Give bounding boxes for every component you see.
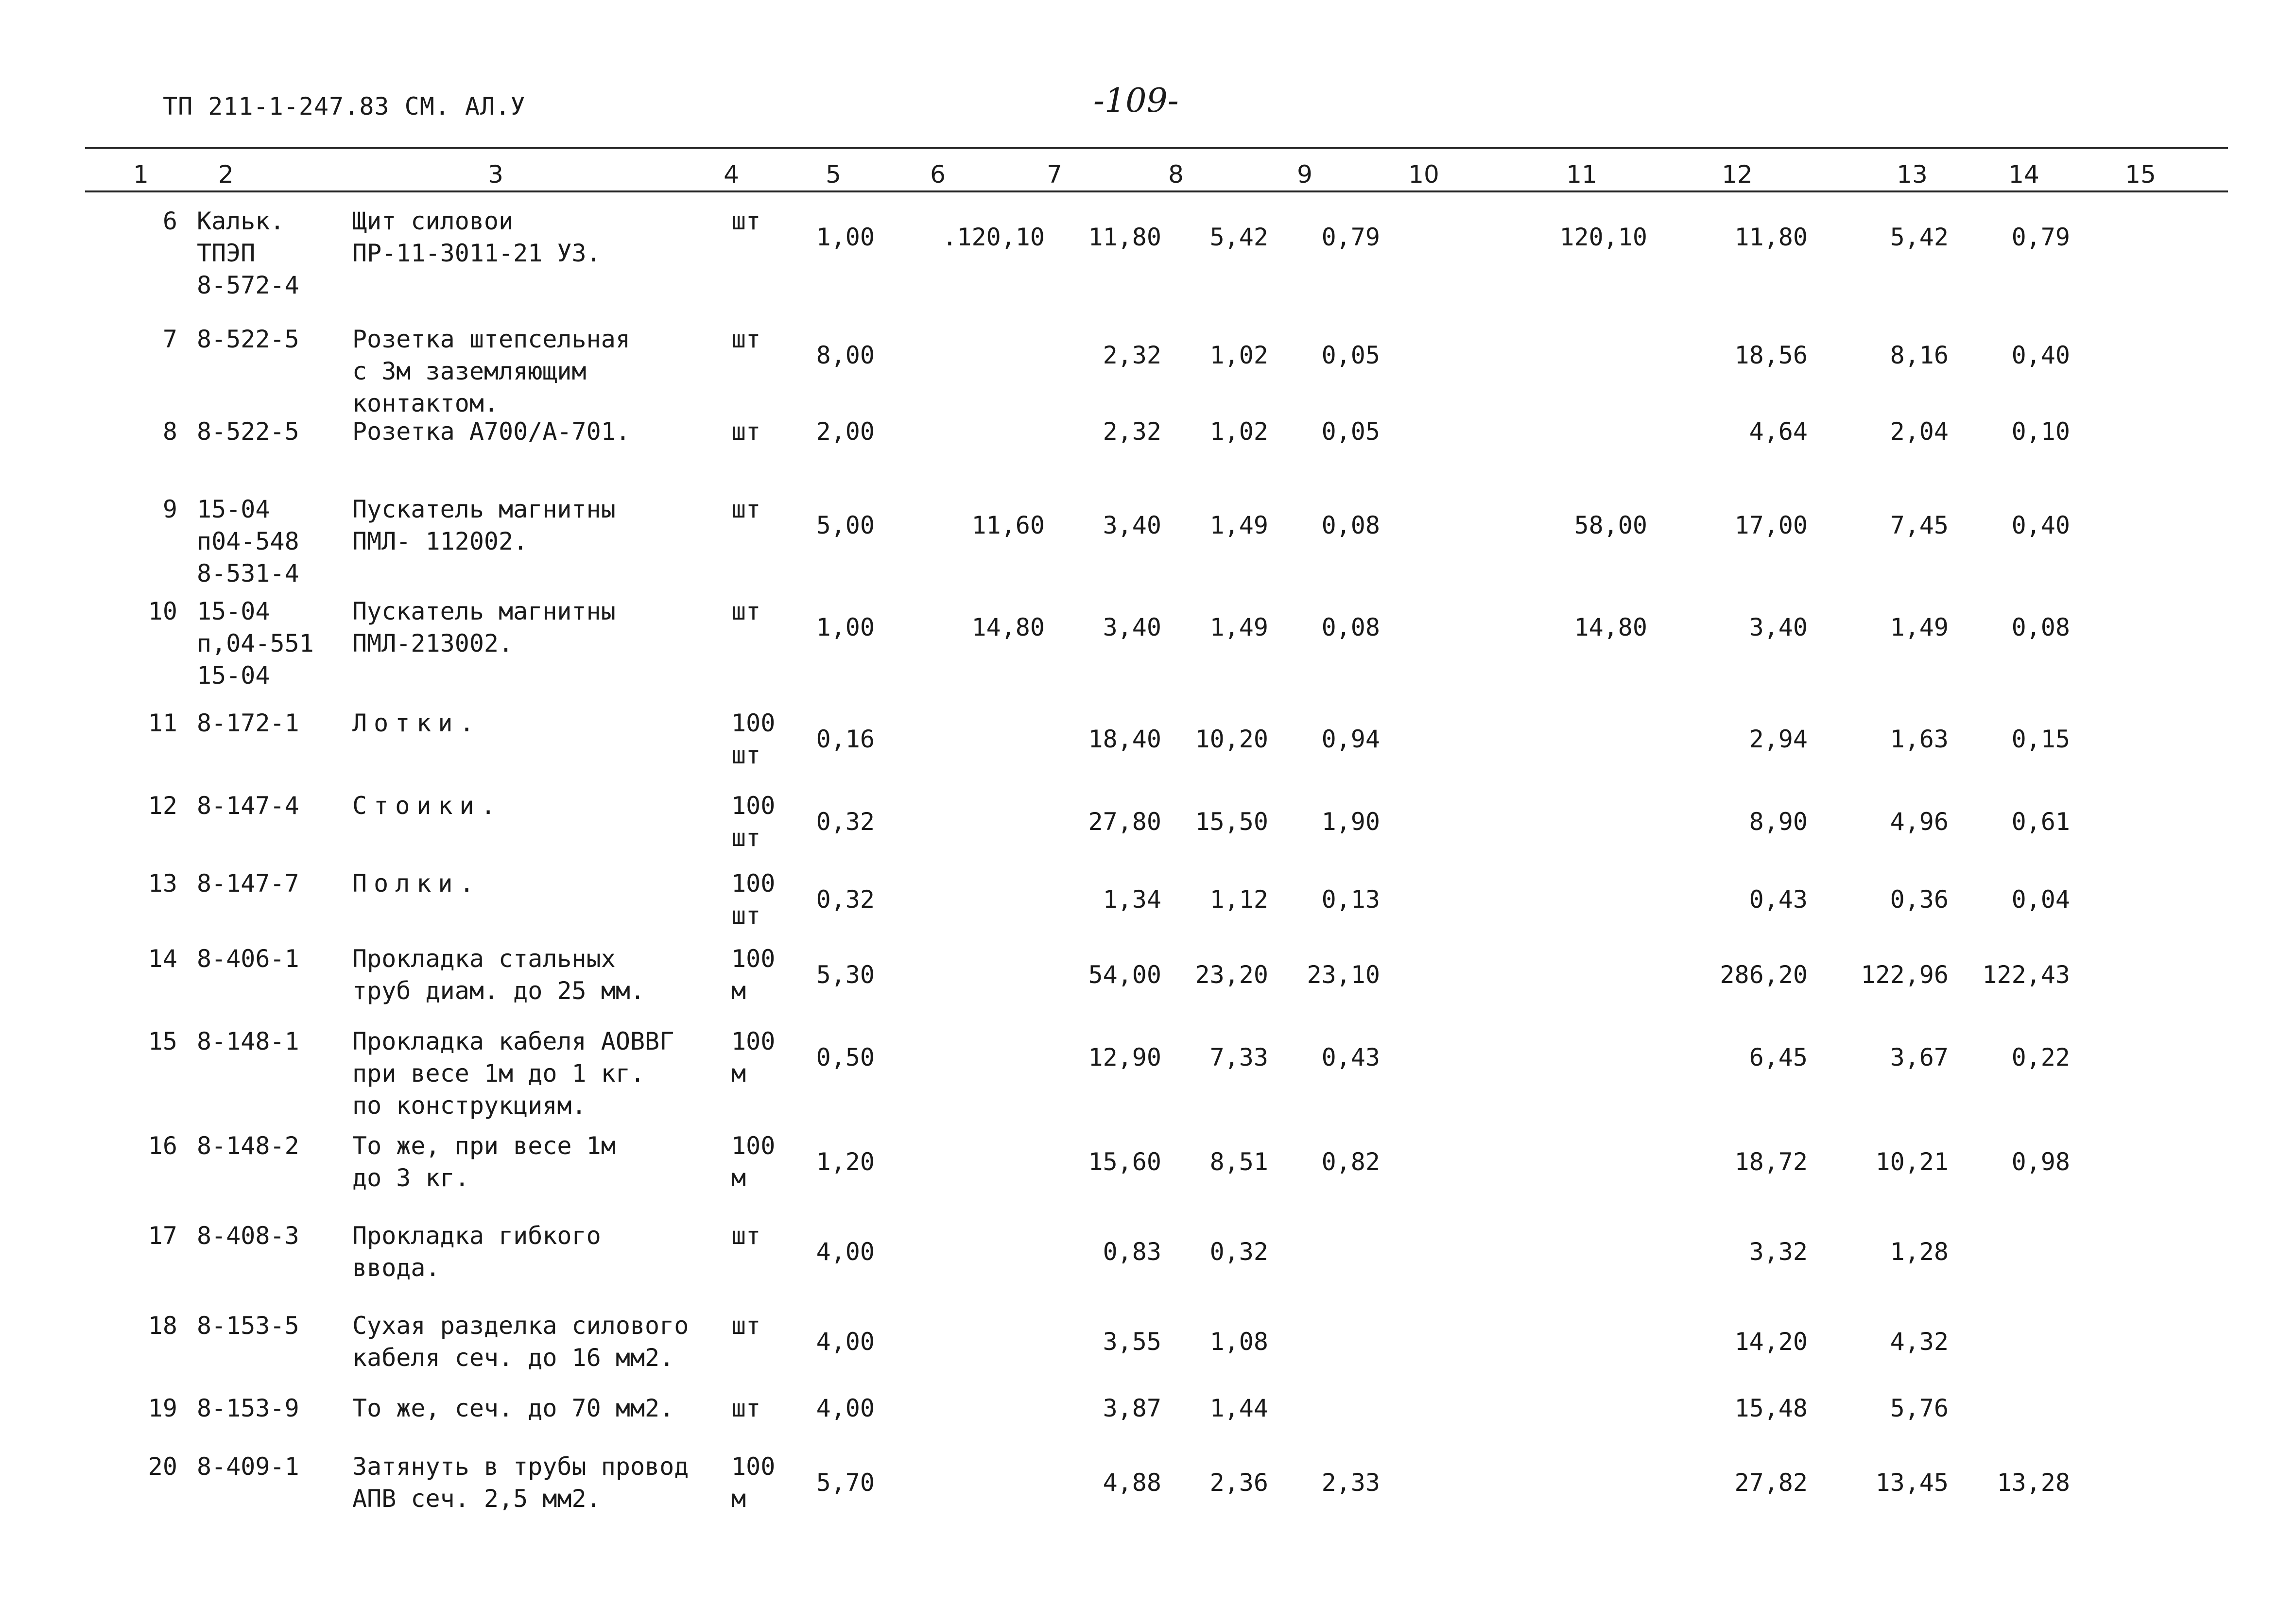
unit-cost-machines: 1,90 xyxy=(1321,808,1380,836)
total-install: 286,20 xyxy=(1720,961,1808,989)
column-header-8: 8 xyxy=(1168,160,1184,189)
unit-cost-wages: 0,32 xyxy=(1209,1238,1268,1266)
total-wages: 5,42 xyxy=(1890,223,1949,251)
unit-cost-wages: 10,20 xyxy=(1195,725,1268,753)
unit: 100 шт xyxy=(731,869,776,930)
total-wages: 4,96 xyxy=(1890,808,1949,836)
quantity: 1,20 xyxy=(816,1148,875,1176)
row-number: 7 xyxy=(162,325,177,353)
unit: 100 м xyxy=(731,1452,776,1513)
total-wages: 1,49 xyxy=(1890,613,1949,641)
row-number: 14 xyxy=(148,945,177,973)
unit: шт xyxy=(731,597,761,625)
total-install: 11,80 xyxy=(1734,223,1808,251)
item-name: Полки. xyxy=(352,869,481,898)
item-name: Прокладка гибкого ввода. xyxy=(352,1222,601,1282)
total-machines: 0,40 xyxy=(2011,511,2070,539)
unit: 100 м xyxy=(731,1027,776,1088)
unit-cost-wages: 1,08 xyxy=(1209,1328,1268,1356)
unit-cost-machines: 0,13 xyxy=(1321,885,1380,914)
column-header-2: 2 xyxy=(218,160,234,189)
unit: шт xyxy=(731,325,761,353)
item-name: Пускатель магнитны ПМЛ-213002. xyxy=(352,597,616,657)
total-equipment: 58,00 xyxy=(1574,511,1647,539)
column-header-14: 14 xyxy=(2008,160,2039,189)
unit-cost-install: 2,32 xyxy=(1103,341,1161,369)
column-header-12: 12 xyxy=(1722,160,1753,189)
item-name: Розетка А700/А-701. xyxy=(352,417,630,446)
unit-cost-install: 27,80 xyxy=(1088,808,1161,836)
row-number: 20 xyxy=(148,1452,177,1481)
row-number: 12 xyxy=(148,792,177,820)
unit-cost-machines: 23,10 xyxy=(1307,961,1380,989)
row-number: 18 xyxy=(148,1312,177,1340)
total-wages: 3,67 xyxy=(1890,1043,1949,1071)
total-install: 18,56 xyxy=(1734,341,1808,369)
total-machines: 13,28 xyxy=(1997,1469,2070,1497)
column-header-9: 9 xyxy=(1297,160,1312,189)
total-machines: 0,08 xyxy=(2011,613,2070,641)
unit-cost-equipment: 11,60 xyxy=(971,511,1045,539)
norm-code: 8-148-2 xyxy=(197,1132,299,1160)
column-header-6: 6 xyxy=(930,160,946,189)
unit-cost-wages: 23,20 xyxy=(1195,961,1268,989)
quantity: 5,00 xyxy=(816,511,875,539)
unit-cost-install: 18,40 xyxy=(1088,725,1161,753)
total-equipment: 14,80 xyxy=(1574,613,1647,641)
unit-cost-machines: 0,05 xyxy=(1321,341,1380,369)
unit-cost-install: 11,80 xyxy=(1088,223,1161,251)
unit: 100 м xyxy=(731,945,776,1005)
total-install: 27,82 xyxy=(1734,1469,1808,1497)
unit-cost-machines: 0,08 xyxy=(1321,613,1380,641)
unit-cost-install: 12,90 xyxy=(1088,1043,1161,1071)
unit-cost-wages: 1,02 xyxy=(1209,341,1268,369)
quantity: 0,16 xyxy=(816,725,875,753)
unit-cost-install: 0,83 xyxy=(1103,1238,1161,1266)
row-number: 8 xyxy=(162,417,177,446)
total-wages: 122,96 xyxy=(1861,961,1949,989)
unit-cost-wages: 1,12 xyxy=(1209,885,1268,914)
unit-cost-machines: 0,08 xyxy=(1321,511,1380,539)
unit-cost-equipment: 14,80 xyxy=(971,613,1045,641)
row-number: 6 xyxy=(162,207,177,235)
unit-cost-install: 3,55 xyxy=(1103,1328,1161,1356)
total-install: 18,72 xyxy=(1734,1148,1808,1176)
page-number: -109- xyxy=(1093,82,1179,120)
total-wages: 2,04 xyxy=(1890,417,1949,446)
unit-cost-install: 3,40 xyxy=(1103,511,1161,539)
norm-code: 8-406-1 xyxy=(197,945,299,973)
item-name: То же, сеч. до 70 мм2. xyxy=(352,1394,674,1422)
column-header-15: 15 xyxy=(2125,160,2156,189)
item-name: То же, при весе 1м до 3 кг. xyxy=(352,1132,616,1192)
column-header-3: 3 xyxy=(488,160,503,189)
total-install: 6,45 xyxy=(1749,1043,1808,1071)
total-install: 8,90 xyxy=(1749,808,1808,836)
quantity: 2,00 xyxy=(816,417,875,446)
unit-cost-wages: 8,51 xyxy=(1209,1148,1268,1176)
total-install: 4,64 xyxy=(1749,417,1808,446)
total-install: 3,32 xyxy=(1749,1238,1808,1266)
column-header-4: 4 xyxy=(724,160,739,189)
total-wages: 1,28 xyxy=(1890,1238,1949,1266)
unit-cost-machines: 2,33 xyxy=(1321,1469,1380,1497)
quantity: 1,00 xyxy=(816,223,875,251)
unit-cost-wages: 1,49 xyxy=(1209,613,1268,641)
unit-cost-wages: 5,42 xyxy=(1209,223,1268,251)
quantity: 1,00 xyxy=(816,613,875,641)
norm-code: 8-148-1 xyxy=(197,1027,299,1055)
total-wages: 10,21 xyxy=(1875,1148,1949,1176)
quantity: 4,00 xyxy=(816,1394,875,1422)
total-machines: 122,43 xyxy=(1982,961,2070,989)
total-wages: 0,36 xyxy=(1890,885,1949,914)
column-header-11: 11 xyxy=(1566,160,1597,189)
total-install: 2,94 xyxy=(1749,725,1808,753)
unit-cost-wages: 1,44 xyxy=(1209,1394,1268,1422)
item-name: Прокладка кабеля АОВВГ при весе 1м до 1 кг. по конструкциям. xyxy=(352,1027,674,1120)
total-machines: 0,98 xyxy=(2011,1148,2070,1176)
unit-cost-machines: 0,94 xyxy=(1321,725,1380,753)
unit: шт xyxy=(731,1312,761,1340)
quantity: 4,00 xyxy=(816,1238,875,1266)
norm-code: 8-153-9 xyxy=(197,1394,299,1422)
unit-cost-wages: 1,49 xyxy=(1209,511,1268,539)
unit-cost-wages: 1,02 xyxy=(1209,417,1268,446)
row-number: 10 xyxy=(148,597,177,625)
total-wages: 5,76 xyxy=(1890,1394,1949,1422)
unit-cost-machines: 0,05 xyxy=(1321,417,1380,446)
header-top-rule xyxy=(85,147,2228,149)
unit-cost-machines: 0,43 xyxy=(1321,1043,1380,1071)
unit: 100 шт xyxy=(731,709,776,769)
unit-cost-install: 54,00 xyxy=(1088,961,1161,989)
unit: 100 шт xyxy=(731,792,776,852)
unit-cost-install: 15,60 xyxy=(1088,1148,1161,1176)
norm-code: 15-04 п04-548 8-531-4 xyxy=(197,495,299,588)
item-name: Прокладка стальных труб диам. до 25 мм. xyxy=(352,945,645,1005)
unit: шт xyxy=(731,207,761,235)
total-wages: 7,45 xyxy=(1890,511,1949,539)
total-machines: 0,15 xyxy=(2011,725,2070,753)
norm-code: 8-522-5 xyxy=(197,417,299,446)
norm-code: 8-522-5 xyxy=(197,325,299,353)
total-install: 15,48 xyxy=(1734,1394,1808,1422)
row-number: 11 xyxy=(148,709,177,737)
norm-code: 8-409-1 xyxy=(197,1452,299,1481)
unit: шт xyxy=(731,417,761,446)
unit-cost-install: 2,32 xyxy=(1103,417,1161,446)
column-header-1: 1 xyxy=(133,160,149,189)
total-machines: 0,61 xyxy=(2011,808,2070,836)
norm-code: 8-408-3 xyxy=(197,1222,299,1250)
total-wages: 8,16 xyxy=(1890,341,1949,369)
unit-cost-install: 3,87 xyxy=(1103,1394,1161,1422)
total-install: 3,40 xyxy=(1749,613,1808,641)
total-machines: 0,79 xyxy=(2011,223,2070,251)
total-wages: 1,63 xyxy=(1890,725,1949,753)
quantity: 4,00 xyxy=(816,1328,875,1356)
row-number: 19 xyxy=(148,1394,177,1422)
row-number: 17 xyxy=(148,1222,177,1250)
header-bottom-rule xyxy=(85,190,2228,192)
row-number: 16 xyxy=(148,1132,177,1160)
total-install: 14,20 xyxy=(1734,1328,1808,1356)
item-name: Стоики. xyxy=(352,792,502,820)
total-wages: 13,45 xyxy=(1875,1469,1949,1497)
unit-cost-machines: 0,79 xyxy=(1321,223,1380,251)
unit-cost-install: 3,40 xyxy=(1103,613,1161,641)
norm-code: 8-147-4 xyxy=(197,792,299,820)
quantity: 5,70 xyxy=(816,1469,875,1497)
total-equipment: 120,10 xyxy=(1559,223,1647,251)
item-name: Щит силовои ПР-11-3011-21 УЗ. xyxy=(352,207,601,267)
norm-code: Кальк. ТПЭП 8-572-4 xyxy=(197,207,299,299)
column-header-10: 10 xyxy=(1408,160,1439,189)
quantity: 0,32 xyxy=(816,885,875,914)
unit-cost-wages: 2,36 xyxy=(1209,1469,1268,1497)
norm-code: 8-147-7 xyxy=(197,869,299,898)
total-wages: 4,32 xyxy=(1890,1328,1949,1356)
row-number: 15 xyxy=(148,1027,177,1055)
item-name: Сухая разделка силового кабеля сеч. до 16 мм2. xyxy=(352,1312,689,1372)
document-code: ТП 211-1-247.83 СМ. АЛ.У xyxy=(163,92,526,121)
column-header-5: 5 xyxy=(826,160,841,189)
unit: 100 м xyxy=(731,1132,776,1192)
unit: шт xyxy=(731,495,761,523)
unit-cost-wages: 7,33 xyxy=(1209,1043,1268,1071)
total-machines: 0,10 xyxy=(2011,417,2070,446)
column-header-13: 13 xyxy=(1897,160,1928,189)
quantity: 0,50 xyxy=(816,1043,875,1071)
norm-code: 15-04 п,04-551 15-04 xyxy=(197,597,314,690)
total-install: 0,43 xyxy=(1749,885,1808,914)
total-machines: 0,40 xyxy=(2011,341,2070,369)
norm-code: 8-172-1 xyxy=(197,709,299,737)
item-name: Розетка штепсельная с Зм заземляющим контактом. xyxy=(352,325,630,417)
unit-cost-equipment: .120,10 xyxy=(942,223,1045,251)
total-machines: 0,04 xyxy=(2011,885,2070,914)
unit-cost-machines: 0,82 xyxy=(1321,1148,1380,1176)
quantity: 5,30 xyxy=(816,961,875,989)
row-number: 13 xyxy=(148,869,177,898)
total-install: 17,00 xyxy=(1734,511,1808,539)
quantity: 8,00 xyxy=(816,341,875,369)
column-header-7: 7 xyxy=(1047,160,1062,189)
row-number: 9 xyxy=(162,495,177,523)
norm-code: 8-153-5 xyxy=(197,1312,299,1340)
quantity: 0,32 xyxy=(816,808,875,836)
item-name: Пускатель магнитны ПМЛ- 112002. xyxy=(352,495,616,555)
unit-cost-install: 4,88 xyxy=(1103,1469,1161,1497)
unit: шт xyxy=(731,1222,761,1250)
unit-cost-install: 1,34 xyxy=(1103,885,1161,914)
unit: шт xyxy=(731,1394,761,1422)
item-name: Затянуть в трубы провод АПВ сеч. 2,5 мм2. xyxy=(352,1452,689,1513)
total-machines: 0,22 xyxy=(2011,1043,2070,1071)
unit-cost-wages: 15,50 xyxy=(1195,808,1268,836)
item-name: Лотки. xyxy=(352,709,481,737)
